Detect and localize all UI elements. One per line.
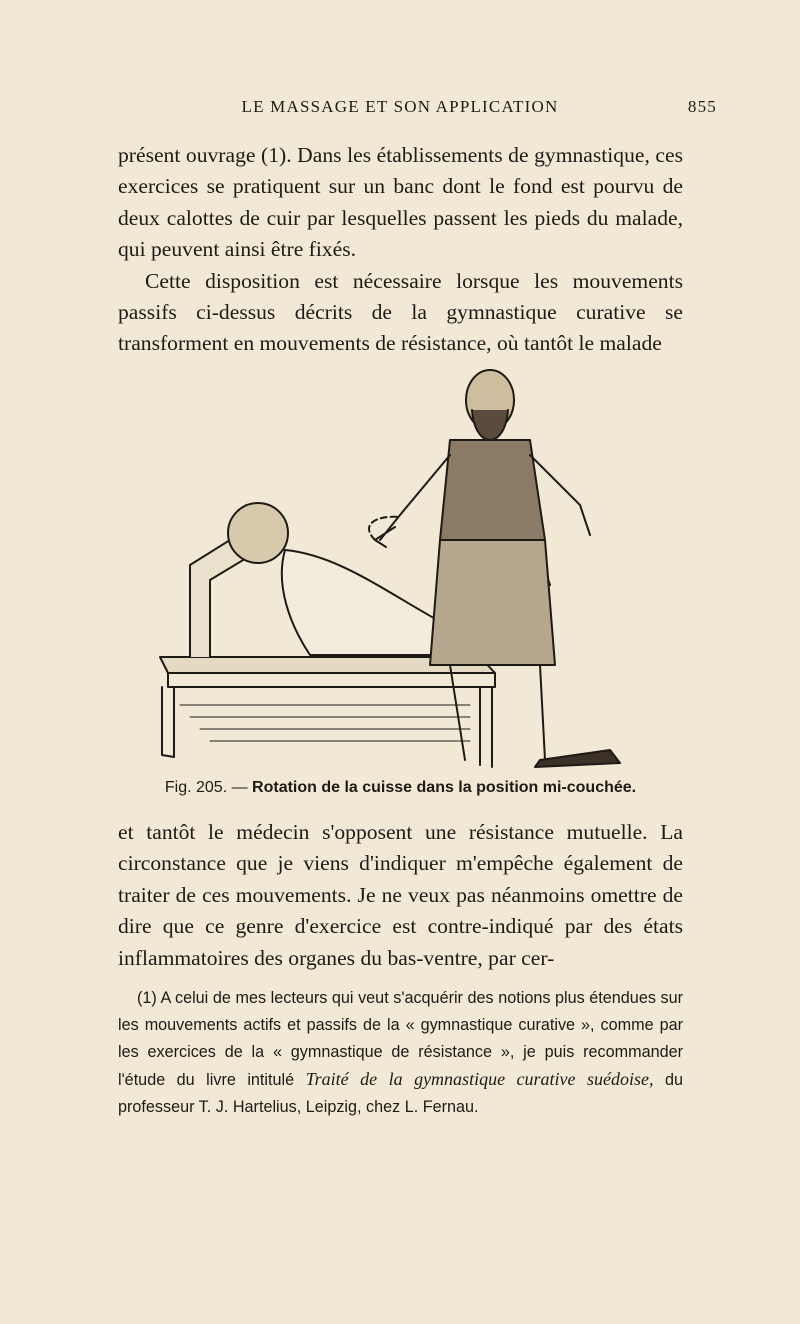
paragraph: Cette disposition est nécessaire lorsque les mouvements passifs ci-dessus décrits de la gymnastique curative se transforment en mouvements de résistance, où tantôt le malade	[118, 268, 683, 356]
paragraph: présent ouvrage (1). Dans les établissements de gymnastique, ces exercices se pratiquent sur un banc dont le fond est pourvu de deux calottes de cuir par lesquelles passent les pieds du malade, qui peuvent ainsi être fixés.	[118, 143, 683, 262]
footnote-book-title: Traité de la gymnastique curative suédoise,	[305, 1069, 654, 1089]
doctor-arm-left	[380, 455, 450, 540]
doctor-beard	[472, 410, 508, 440]
bench-edge	[168, 673, 495, 687]
bench-leg-right	[480, 687, 492, 767]
running-header	[0, 97, 800, 121]
figure-caption	[118, 779, 683, 797]
doctor-foot	[535, 750, 620, 767]
patient-body	[282, 550, 455, 655]
patient-head	[228, 503, 288, 563]
figure-label: Fig. 205. —	[164, 779, 248, 796]
doctor-legs	[450, 665, 545, 760]
body-text-bottom	[118, 817, 683, 974]
rotation-arrow-head	[375, 527, 395, 547]
body-text-top	[118, 140, 683, 360]
doctor-coat	[430, 540, 555, 665]
bench-shading	[180, 705, 470, 741]
paragraph: et tantôt le médecin s'opposent une résistance mutuelle. La circonstance que je viens d'indiquer m'empêche également de traiter de ces mouvements. Je ne veux pas néanmoins omettre de dire que ce genre d'exercice est contre-indiqué par des états inflammatoires des organes du bas-ventre, par cer-	[118, 820, 683, 970]
figure-title: Rotation de la cuisse dans la position mi-couchée.	[252, 779, 637, 796]
running-title: LE MASSAGE ET SON APPLICATION	[241, 97, 559, 116]
bench-leg-left	[162, 687, 174, 757]
footnote-text: (1) A celui de mes lecteurs qui veut s'acquérir des notions plus étendues sur les mouvements actifs et passifs de la « gymnastique curative », comme par les exercices de la « gymnastique de résistance », je puis recommander l'étude du livre intitulé	[118, 989, 683, 1089]
figure-illustration	[150, 365, 670, 780]
footnote-text: du professeur T. J. Hartelius, Leipzig, chez L. Fernau.	[118, 1071, 683, 1116]
page-number: 855	[687, 97, 717, 116]
footnote	[118, 985, 683, 1121]
